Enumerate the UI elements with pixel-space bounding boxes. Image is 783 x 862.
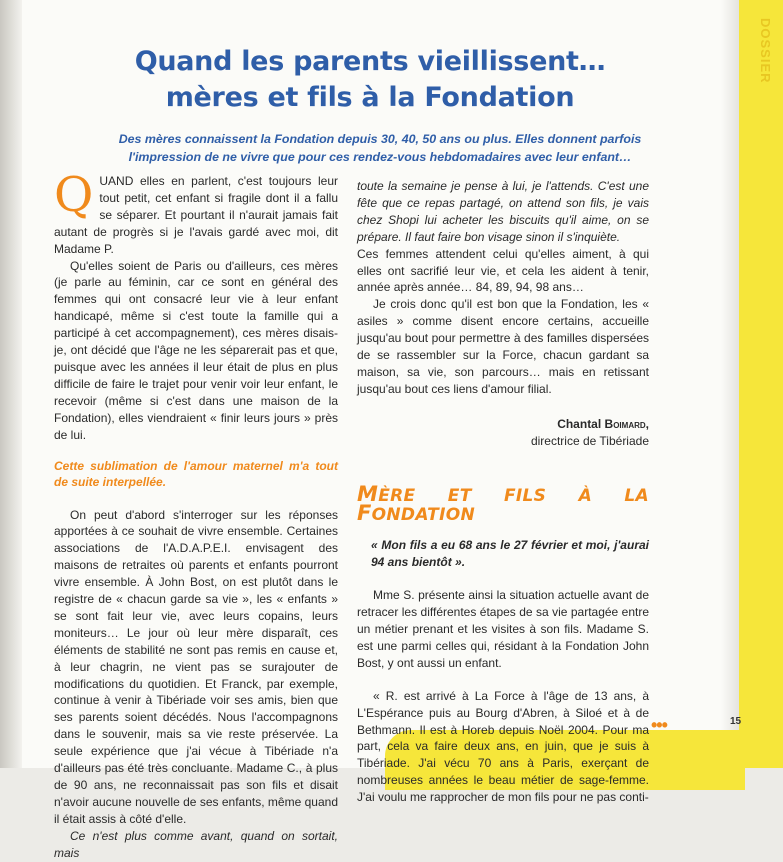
section-tab-label: DOSSIER — [758, 18, 773, 84]
section-heading-initial-2: F — [357, 500, 372, 525]
page-edge-shadow — [721, 0, 742, 768]
paragraph-section-2: « R. est arrivé à La Force à l'âge de 13 ans, à L'Espérance puis au Bourg d'Abren, à Siloé et à de Bethmann. Il est à Horeb depuis Noël 2004. Pour ma part, cela va faire deux ans, en juin, que je suis à Tibériade. J'ai vécu 70 ans à Paris, exerçant de nombreuses années le beau métier de sage-femme. J'ai voulu me rapprocher de mon fils pour ne pas conti- — [357, 688, 649, 805]
section-tab — [739, 0, 783, 768]
section-heading — [357, 481, 649, 525]
paragraph-section-1: Mme S. présente ainsi la situation actuelle avant de retracer les différentes étapes de sa vie partagée entre un métier prenant et les visites à son fils. Madame S. est une parmi celles qui, résidant à la Fondation John Bost, y ont aussi un enfant. — [357, 588, 649, 670]
right-column — [357, 178, 649, 806]
page-number: 15 — [730, 716, 742, 727]
left-column — [54, 167, 338, 862]
pull-quote: Cette sublimation de l'amour maternel m'a tout de suite interpellée. — [54, 458, 338, 489]
article-title — [60, 44, 680, 116]
article-intro — [80, 130, 680, 166]
paragraph-1 — [54, 167, 338, 258]
title-line-1: Quand les parents vieillissent… — [134, 46, 606, 77]
paragraph-1-text: UAND elles en parlent, c'est toujours leur tout petit, cet enfant si fragile dont il a fallu se séparer. Et pourtant il n'aurait jamais fait autant de progrès si je l'avais gardé avec moi, dit Madame P. — [54, 174, 338, 256]
section-heading-part-1: ÈRE ET FILS À LA — [378, 485, 649, 506]
author-signature — [357, 416, 649, 433]
paragraph-conclusion: Je crois donc qu'il est bon que la Fondation, les « asiles » comme disent encore certains, accueille jusqu'au bout pour permettre à des familles dispersées de se rassembler sur la Force, chacun gardant sa maison, sa vie, son parcours… mais en retissant jusqu'au bout ces liens d'amour filial. — [357, 297, 649, 396]
paragraph-3: On peut d'abord s'interroger sur les réponses apportées à ce souhait de vivre ensemble. Certaines associations de l'A.D.A.P.E.I. envisagent des maisons de retraites où parents et enfants pourront vivre ensemble. À John Bost, on est plutôt dans le registre de « chacun garde sa vie », les « enfants » se sont fait leur vie, avec leurs copains, leurs moniteurs… Le jour où leur mère disparaît, ces éléments de stabilité ne sont pas remis en cause et, à leur chagrin, ne vient pas se surajouter de modifications du quotidien. Et Franck, par exemple, continue à venir à Tibériade voir ses amis, bien que ses parents soient décédés. Nous l'accompagnons dans le souvenir, mais sa vie reste préservée. La seule expérience que j'ai vécue à Tibériade n'a d'ailleurs pas été très concluante. Madame C., à plus de 90 ans, ne reconnaissait pas son fils et disait n'avoir aucune nouvelle de ses enfants, même quand il était assis à côté d'elle. — [54, 507, 338, 826]
binding-gutter — [0, 0, 22, 768]
paragraph-2: Qu'elles soient de Paris ou d'ailleurs, ces mères (je parle au féminin, car ce sont en général des femmes qui ont consacré leur vie à leur enfant handicapé, même si c'est toute la famille qui a participé à cet accompagnement), ces mères disais-je, ont décidé que l'âge ne les séparerait pas et que, puisque avec les années il leur était de plus en plus difficile de faire le trajet pour venir voir leur enfant, le recevoir (même si c'est dans une maison de la Fondation), elles viendraient « finir leurs jours » près de lui. — [54, 258, 338, 442]
spacer — [357, 672, 649, 688]
intro-line-1: Des mères connaissent la Fondation depuis 30, 40, 50 ans ou plus. Elles donnent parfois — [118, 132, 642, 146]
author-role: directrice de Tibériade — [530, 433, 649, 448]
paragraph-4: Ce n'est plus comme avant, quand on sortait, mais — [54, 828, 338, 860]
intro-line-2: l'impression de ne vivre que pour ces rendez-vous hebdomadaires avec leur enfant… — [128, 150, 632, 164]
paragraph-continued: toute la semaine je pense à lui, je l'attends. C'est une fête que ce repas partagé, on attend son fils, je vais chez Shopi lui acheter les biscuits qu'il aime, on se prépare. Il faut faire bon visage sinon il s'inquiète. — [357, 179, 649, 244]
section-quote: « Mon fils a eu 68 ans le 27 février et moi, j'aurai 94 ans bientôt ». — [371, 538, 649, 570]
section-heading-part-2: ONDATION — [371, 504, 475, 525]
drop-cap: Q — [54, 167, 94, 223]
spacer — [357, 571, 649, 587]
title-line-2: mères et fils à la Fondation — [165, 82, 575, 113]
section-heading-initial-1: M — [357, 481, 379, 506]
author-last-name: Boimard, — [604, 416, 649, 431]
paragraph-continued-2: Ces femmes attendent celui qu'elles aiment, à qui elles ont sacrifié leur vie, et cela les aident à tenir, année après année… 84, 89, 94, 98 ans… — [357, 246, 649, 295]
author-first-name: Chantal — [557, 416, 602, 431]
decorative-dots: ••• — [651, 715, 667, 735]
